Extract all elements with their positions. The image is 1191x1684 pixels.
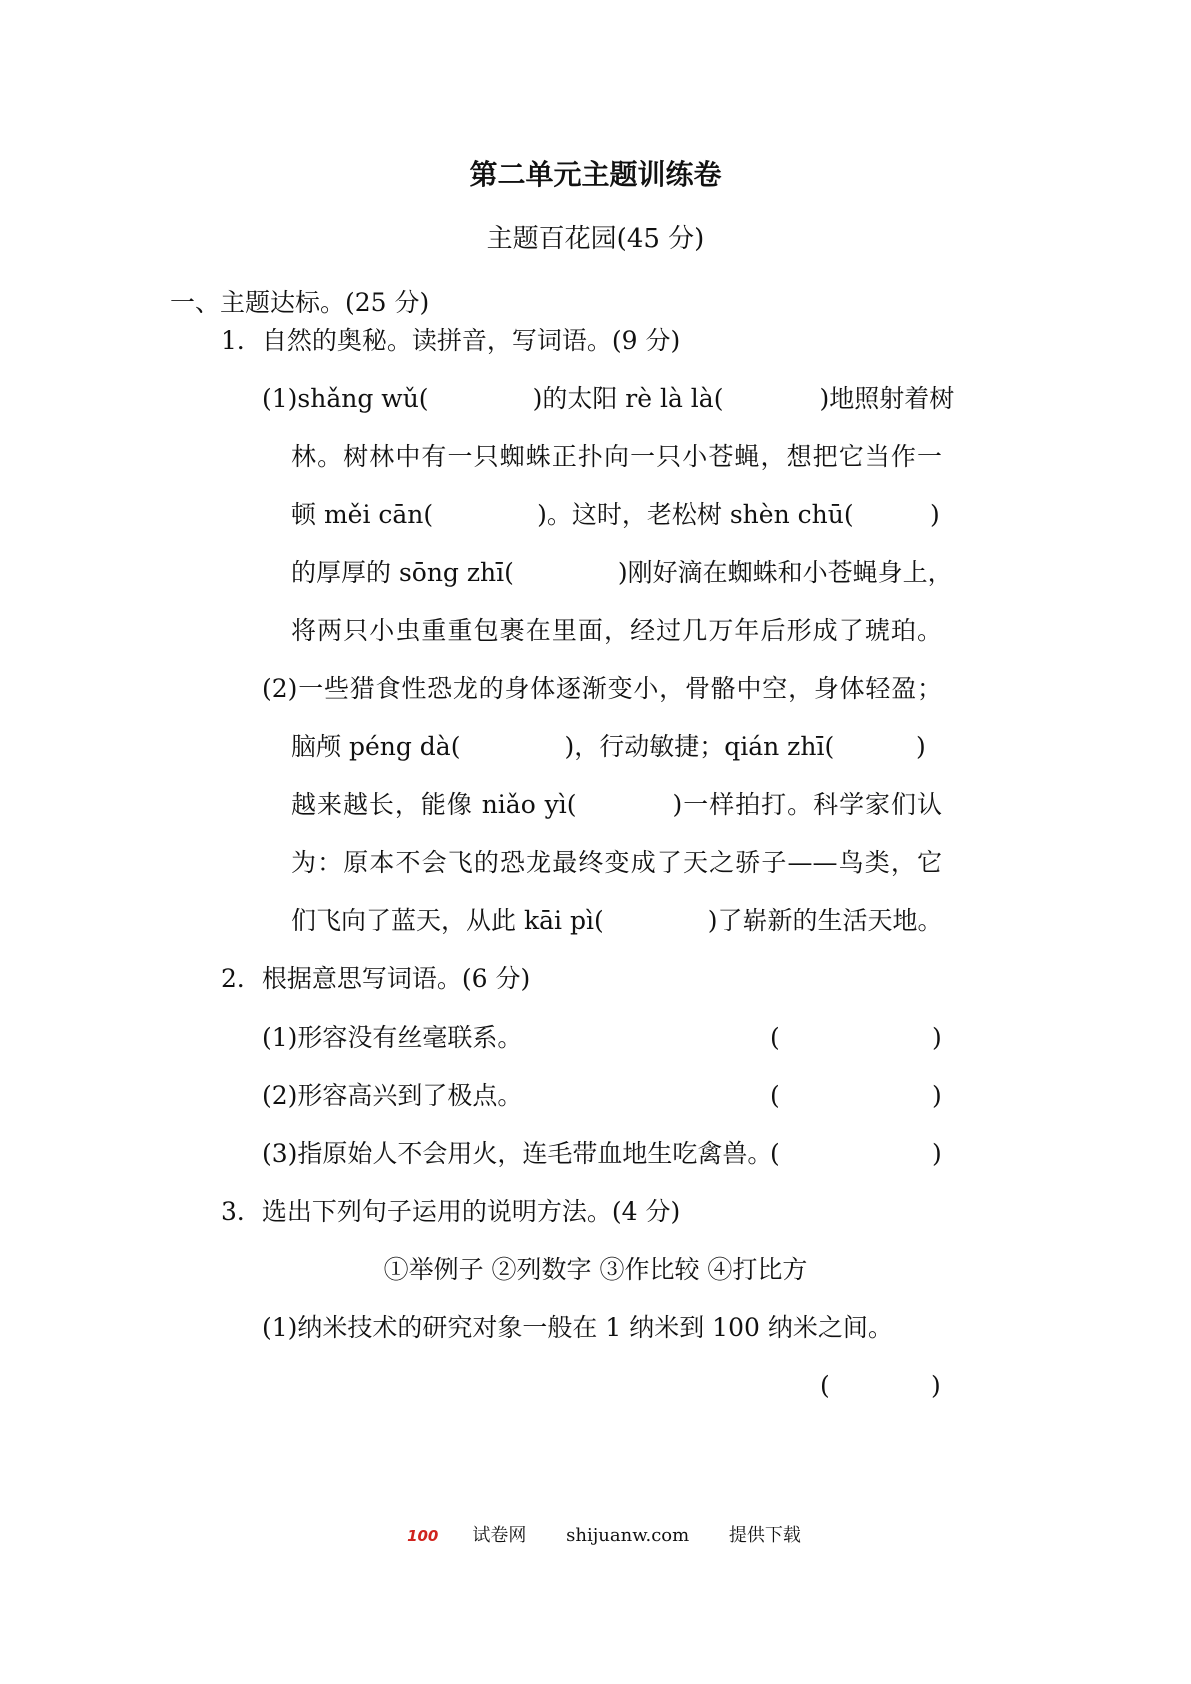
- q1-part2-line5: [291, 904, 942, 938]
- pinyin-text: 脑颅 péng dà(: [291, 732, 461, 761]
- pinyin-text: 顿 měi cān(: [291, 500, 434, 529]
- q1-part1-line5: 将两只小虫重重包裹在里面，经过几万年后形成了琥珀。: [291, 616, 942, 645]
- paren-open: (: [770, 1081, 780, 1110]
- q1-part2-line1: (2)一些猎食性恐龙的身体逐渐变小，骨骼中空，身体轻盈；: [262, 674, 942, 703]
- q3-item-1-paren-open: (: [820, 1371, 830, 1400]
- q1-part1-line1: [262, 382, 955, 416]
- item-text: (3)指原始人不会用火，连毛带血地生吃禽兽。: [262, 1139, 773, 1168]
- q2-item-3: [262, 1137, 942, 1171]
- q3-item-1-paren-close: ): [931, 1371, 941, 1400]
- pinyin-text: )。这时，老松树 shèn chū(: [537, 500, 854, 529]
- site-name: 试卷网: [472, 1525, 527, 1546]
- pinyin-text: )了崭新的生活天地。: [707, 906, 943, 935]
- pinyin-text: )地照射着树: [819, 384, 955, 413]
- paren-close: ): [932, 1139, 942, 1168]
- q1-part2-line3: [291, 788, 942, 822]
- q1-part2-line2: [291, 730, 942, 764]
- q1-part1-line2: 林。树林中有一只蜘蛛正扑向一只小苍蝇，想把它当作一: [291, 442, 942, 471]
- pinyin-text: 的厚厚的 sōng zhī(: [291, 558, 514, 587]
- page-subtitle: 主题百花园(45 分): [486, 224, 705, 254]
- item-text: (1)形容没有丝毫联系。: [262, 1023, 523, 1052]
- pinyin-text: )一样拍打。科学家们认: [672, 790, 942, 819]
- pinyin-text: 越来越长，能像 niǎo yì(: [291, 790, 577, 819]
- paren-open: (: [770, 1023, 780, 1052]
- pinyin-text: )，行动敏捷；qián zhī(: [564, 732, 835, 761]
- q2-item-1: [262, 1021, 942, 1055]
- pinyin-text: 们飞向了蓝天，从此 kāi pì(: [291, 906, 604, 935]
- item-text: (2)形容高兴到了极点。: [262, 1081, 523, 1110]
- q2-item-2: [262, 1079, 942, 1113]
- paren-close: ): [932, 1023, 942, 1052]
- page-title: 第二单元主题训练卷: [469, 158, 722, 191]
- paren-open: (: [770, 1139, 780, 1168]
- question-2-heading: 2．根据意思写词语。(6 分): [221, 964, 531, 993]
- section-heading: 一、主题达标。(25 分): [170, 288, 430, 317]
- paren-close: ): [932, 1081, 942, 1110]
- page-footer: [0, 1524, 1191, 1548]
- pinyin-text: )的太阳 rè là là(: [532, 384, 724, 413]
- q1-part2-line4: 为：原本不会飞的恐龙最终变成了天之骄子——鸟类，它: [291, 848, 942, 877]
- question-3-heading: 3．选出下列句子运用的说明方法。(4 分): [221, 1197, 681, 1226]
- q1-part1-line3: [291, 498, 942, 532]
- download-note: 提供下载: [728, 1525, 801, 1546]
- paren-close: ): [930, 500, 940, 529]
- site-url[interactable]: shijuanw.com: [566, 1525, 690, 1546]
- pinyin-text: (1)shǎng wǔ(: [262, 384, 429, 413]
- site-logo: 100: [407, 1527, 439, 1545]
- paren-close: ): [916, 732, 926, 761]
- pinyin-text: )刚好滴在蜘蛛和小苍蝇身上，: [617, 558, 953, 587]
- method-options: ①举例子 ②列数字 ③作比较 ④打比方: [383, 1255, 808, 1284]
- q1-part1-line4: [291, 556, 953, 590]
- question-1-heading: 1．自然的奥秘。读拼音，写词语。(9 分): [221, 326, 681, 355]
- q3-item-1: (1)纳米技术的研究对象一般在 1 纳米到 100 纳米之间。: [262, 1313, 893, 1342]
